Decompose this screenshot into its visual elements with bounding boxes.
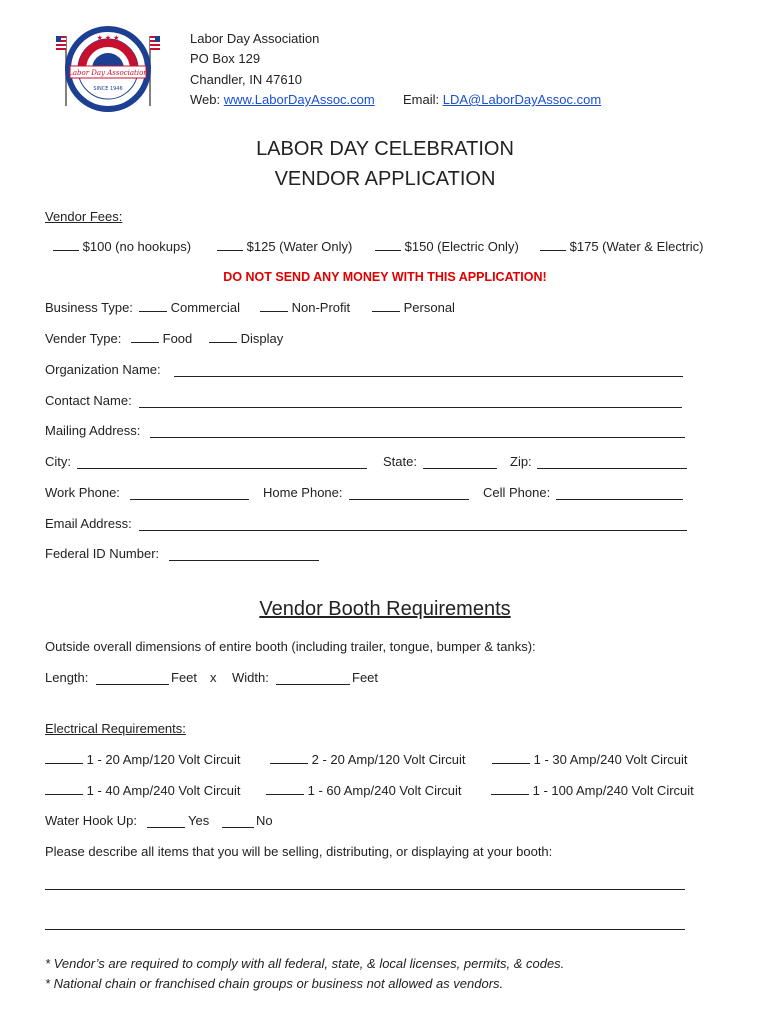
federal-id-label: Federal ID Number:	[45, 546, 160, 561]
booth-heading: Vendor Booth Requirements	[259, 598, 511, 620]
svg-text:★ ★ ★: ★ ★ ★	[96, 35, 120, 42]
web-row	[190, 92, 375, 107]
contact-name-label: Contact Name:	[45, 393, 132, 408]
vender-food[interactable]: Food	[131, 331, 192, 346]
vender-type-label: Vender Type:	[45, 331, 122, 346]
elec-1-40[interactable]: 1 - 40 Amp/240 Volt Circuit	[45, 783, 241, 798]
logo-wordmark: Labor Day Association	[68, 69, 148, 77]
width-unit: Feet	[352, 670, 379, 685]
describe-items-text: Please describe all items that you will be selling, distributing, or displaying at your booth:	[45, 844, 553, 859]
email-row	[403, 92, 601, 107]
business-commercial[interactable]: Commercial	[139, 300, 240, 315]
city-label: City:	[45, 454, 71, 469]
length-unit: Feet	[171, 670, 198, 685]
elec-1-60[interactable]: 1 - 60 Amp/240 Volt Circuit	[266, 783, 462, 798]
note-chains: * National chain or franchised chain groups or business not allowed as vendors.	[45, 976, 504, 991]
vendor-fees-label: Vendor Fees:	[45, 209, 123, 224]
water-hookup-label: Water Hook Up:	[45, 813, 137, 828]
zip-field[interactable]	[537, 468, 687, 469]
water-no-field[interactable]	[222, 827, 254, 828]
width-field[interactable]	[276, 684, 350, 685]
length-label: Length:	[45, 670, 89, 685]
email-address-label: Email Address:	[45, 516, 132, 531]
po-box: PO Box 129	[190, 51, 261, 66]
note-licenses: * Vendor’s are required to comply with all federal, state, & local licenses, permits, & codes.	[45, 956, 565, 971]
mailing-address-label: Mailing Address:	[45, 423, 141, 438]
fee-option-100[interactable]: $100 (no hookups)	[53, 239, 191, 254]
cell-phone-field[interactable]	[556, 499, 683, 500]
vender-display[interactable]: Display	[209, 331, 283, 346]
page-title-line1: LABOR DAY CELEBRATION	[256, 138, 514, 160]
length-field[interactable]	[96, 684, 169, 685]
home-phone-label: Home Phone:	[263, 485, 343, 500]
home-phone-field[interactable]	[349, 499, 469, 500]
web-link[interactable]: www.LaborDayAssoc.com	[223, 92, 375, 107]
org-name-field[interactable]	[174, 376, 683, 377]
org-name: Labor Day Association	[190, 31, 320, 46]
work-phone-label: Work Phone:	[45, 485, 120, 500]
email-label: Email:	[403, 92, 440, 107]
web-label: Web:	[190, 92, 221, 107]
zip-label: Zip:	[510, 454, 532, 469]
describe-line-2[interactable]	[45, 929, 685, 930]
fee-option-125[interactable]: $125 (Water Only)	[217, 239, 352, 254]
business-type-label: Business Type:	[45, 300, 133, 315]
contact-name-field[interactable]	[139, 407, 682, 408]
electrical-label: Electrical Requirements:	[45, 721, 186, 736]
city-field[interactable]	[77, 468, 367, 469]
no-money-warning: DO NOT SEND ANY MONEY WITH THIS APPLICATION!	[223, 270, 547, 284]
email-link[interactable]: LDA@LaborDayAssoc.com	[442, 92, 602, 107]
cell-phone-label: Cell Phone:	[483, 485, 551, 500]
page-title-line2: VENDOR APPLICATION	[274, 168, 496, 190]
elec-1-30[interactable]: 1 - 30 Amp/240 Volt Circuit	[492, 752, 688, 767]
logo-since: SINCE 1946	[93, 86, 123, 92]
times-sign: x	[210, 670, 217, 685]
water-no-label: No	[256, 813, 273, 828]
elec-2-20[interactable]: 2 - 20 Amp/120 Volt Circuit	[270, 752, 466, 767]
mailing-address-field[interactable]	[150, 437, 685, 438]
state-field[interactable]	[423, 468, 497, 469]
email-address-field[interactable]	[139, 530, 687, 531]
fee-option-175[interactable]: $175 (Water & Electric)	[540, 239, 704, 254]
water-yes-label: Yes	[188, 813, 210, 828]
city-line: Chandler, IN 47610	[190, 72, 303, 87]
association-logo	[52, 26, 164, 112]
org-name-label: Organization Name:	[45, 362, 161, 377]
booth-dimensions-text: Outside overall dimensions of entire booth (including trailer, tongue, bumper & tanks):	[45, 639, 536, 654]
business-personal[interactable]: Personal	[372, 300, 455, 315]
describe-line-1[interactable]	[45, 889, 685, 890]
width-label: Width:	[232, 670, 269, 685]
water-yes-field[interactable]	[147, 827, 185, 828]
state-label: State:	[383, 454, 417, 469]
elec-1-100[interactable]: 1 - 100 Amp/240 Volt Circuit	[491, 783, 694, 798]
work-phone-field[interactable]	[130, 499, 249, 500]
elec-1-20[interactable]: 1 - 20 Amp/120 Volt Circuit	[45, 752, 241, 767]
fee-option-150[interactable]: $150 (Electric Only)	[375, 239, 519, 254]
business-nonprofit[interactable]: Non-Profit	[260, 300, 350, 315]
federal-id-field[interactable]	[169, 560, 319, 561]
